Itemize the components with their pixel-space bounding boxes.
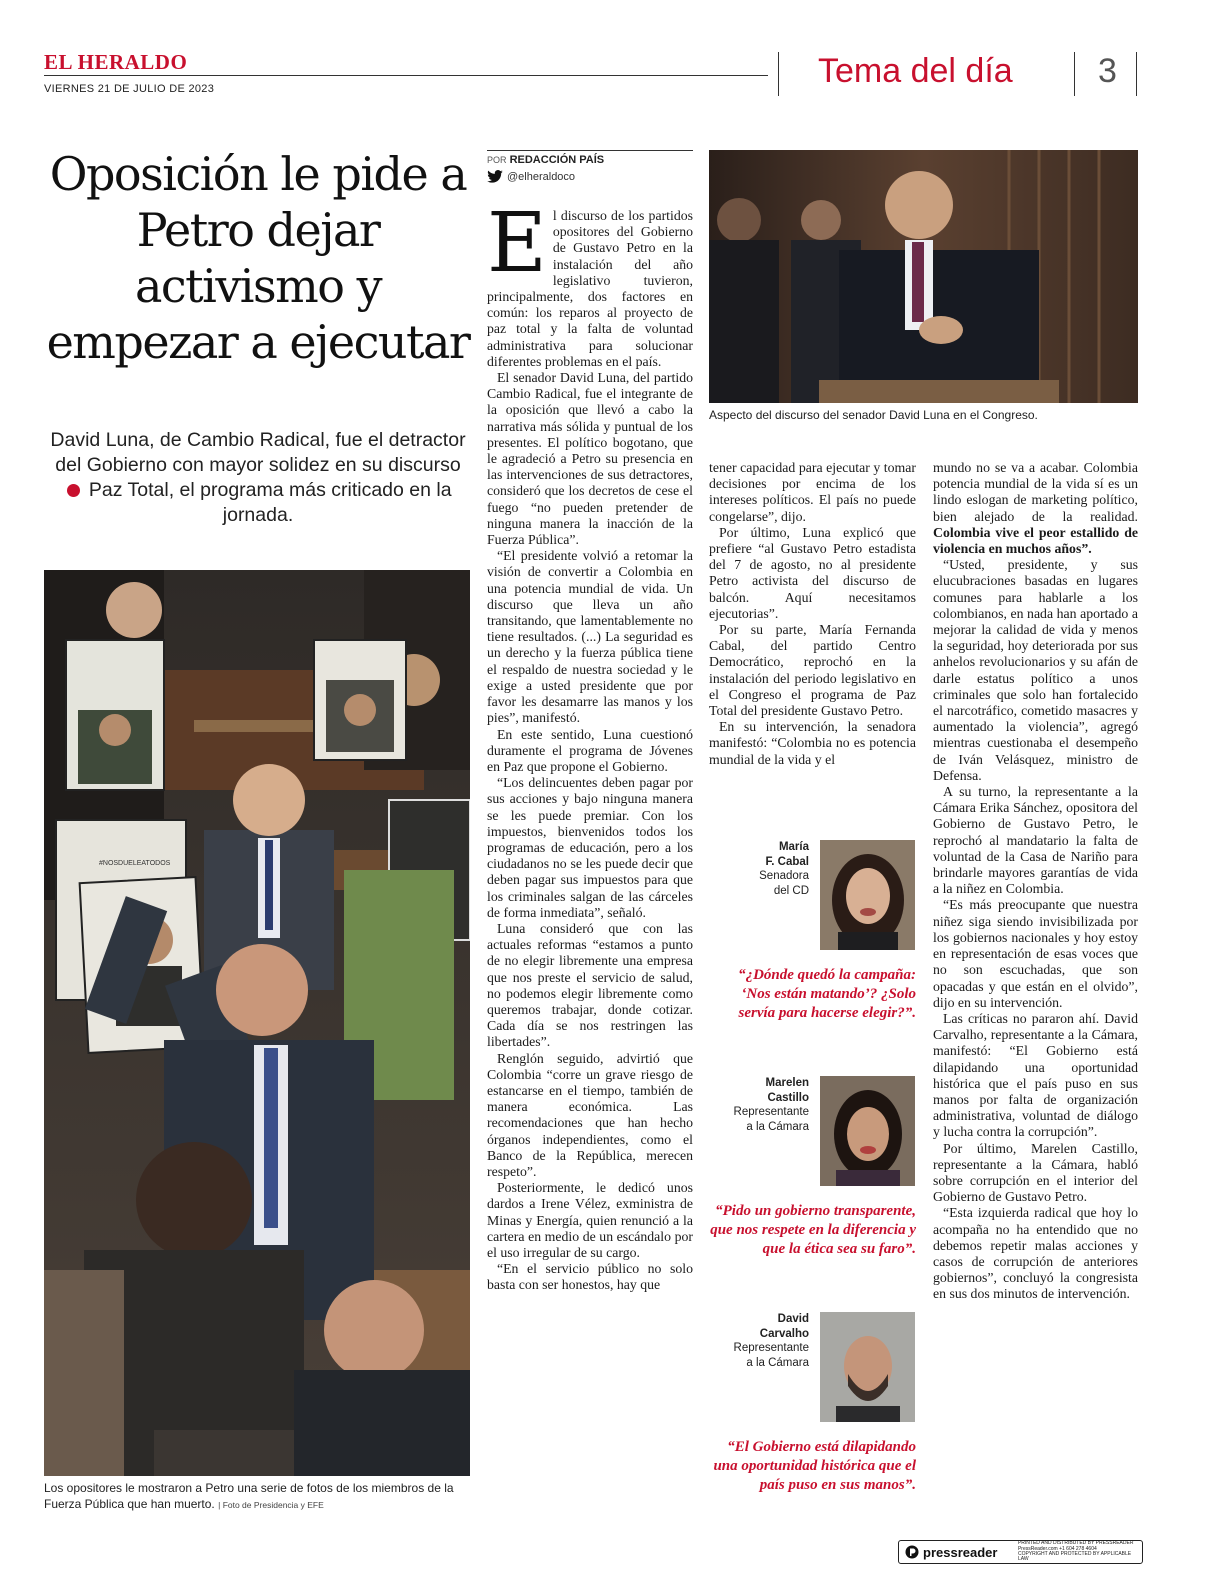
headline: Oposición le pide a Petro dejar activismo y empezar a ejecutar [46, 147, 470, 369]
speaker-name: Carvalho [759, 1327, 809, 1340]
speaker-role: a la Cámara [746, 1120, 809, 1133]
header-divider [1074, 52, 1075, 96]
fineprint-line: PRINTED AND DISTRIBUTED BY PRESSREADER [1017, 1540, 1134, 1547]
paragraph-text: Colombia vive el peor estallido de violencia en muchos años”. [933, 524, 1138, 557]
congress-protest-illustration [44, 570, 470, 1476]
quote-speaker-label [714, 1076, 809, 1134]
paragraph: En su intervención, la senadora manifestó: “Colombia no es potencia mundial de la vida y el [709, 719, 916, 767]
byline-author: REDACCIÓN PAÍS [509, 154, 605, 166]
speaker-role: a la Cámara [746, 1356, 809, 1369]
article-column-1 [487, 196, 693, 1294]
fineprint-line: COPYRIGHT AND PROTECTED BY APPLICABLE LAW [1017, 1551, 1132, 1563]
paragraph: Por último, Marelen Castillo, representante a la Cámara, habló sobre corrupción en el interior del Gobierno de Gustavo Petro. [933, 1140, 1138, 1205]
speaker-name: F. Cabal [765, 855, 809, 868]
quote-speaker-label [714, 1312, 809, 1370]
paragraph: Posteriormente, le dedicó unos dardos a Irene Vélez, exministra de Minas y Energía, quien renunció a la cartera en medio de un escándalo por el uso irregular de su cargo. [487, 1180, 693, 1260]
paragraph: “Es más preocupante que nuestra niñez siga siendo invisibilizada por los gobiernos nacionales y hoy estoy en representación de esas voces que no son escuchadas, que son opacadas y que están en el olvido”, dijo en su intervención. [933, 897, 1138, 1010]
paragraph: El senador David Luna, del partido Cambio Radical, fue el integrante de la oposición que llevó a cabo la narrativa más sólida y puntual de los presentes. El político bogotano, que le agradeció a Petro su presencia en las intervenciones de sus detractores, consideró que los decretos de cese el fuego “no pueden pretender de ninguna manera la inacción de la Fuerza Pública”. [487, 370, 693, 548]
masthead-logo: EL HERALDO [44, 50, 188, 74]
pressreader-fineprint [1014, 1541, 1142, 1563]
paragraph [487, 196, 693, 370]
section-title: Tema del día [818, 52, 1013, 90]
speaker-role: Representante [733, 1342, 809, 1354]
drop-cap: E [487, 196, 547, 291]
header-rule [44, 75, 768, 76]
header-divider [1136, 52, 1137, 96]
fineprint-line: PressReader.com +1 604 278 4604 [1017, 1545, 1097, 1552]
paragraph: “Usted, presidente, y sus elucubraciones basadas en lugares comunes para hablarle a los colombianos, en nada han aportado a mejorar la calidad de vida y menos la seguridad, hoy deteriorada por sus anhelos revolucionarios y su afán de darle estatus político a unos criminales que solo han fortalecido el narcotráfico, cometido masacres y aumentado la violencia”, agregó mientras cuestionaba el desempeño de Iván Velásquez, ministro de Defensa. [933, 557, 1138, 783]
speaker-name: David [777, 1313, 809, 1325]
speaker-photo-caption: Aspecto del discurso del senador David Luna en el Congreso. [709, 408, 1038, 422]
portrait-cabal [820, 840, 915, 950]
quote-speaker-label [714, 840, 809, 898]
caption-text: Los opositores le mostraron a Petro una serie de fotos de los miembros de la Fuerza Pública que han muerto. [44, 1481, 454, 1511]
paragraph: “Los delincuentes deben pagar por sus acciones y bajo ninguna manera se les puede premiar. Con los impuestos, bienvenidos todos los programas de educación, pero a los ciudadanos no se les puede decir que deben pagar sus impuestos para que los criminales salgan de las cárceles de forma inmediata”, señaló. [487, 775, 693, 920]
main-photo [44, 570, 470, 1476]
paragraph: En este sentido, Luna cuestionó duramente el programa de Jóvenes en Paz que propone el Gobierno. [487, 726, 693, 774]
paragraph: Las críticas no pararon ahí. David Carvalho, representante a la Cámara, manifestó: “El Gobierno está dilapidando una oportunidad histórica que el país puso en sus manos por falta de organización administrativa, voluntad de diálogo y lucha contra la corrupción”. [933, 1010, 1138, 1140]
pressreader-icon [905, 1545, 919, 1559]
twitter-handle-text: @elheraldoco [507, 170, 576, 183]
portrait-carvalho [820, 1312, 915, 1422]
twitter-handle [487, 170, 575, 183]
sign-hashtag: #NOSDUELEATODOS [99, 860, 171, 867]
article-column-2 [709, 460, 916, 768]
speaker-role: Representante [733, 1106, 809, 1118]
speaker-portrait [820, 840, 915, 950]
photo-credit: | Foto de Presidencia y EFE [218, 1500, 324, 1510]
speaker-role: Senadora [759, 870, 809, 882]
paragraph: Luna consideró que con las actuales reformas “estamos a punto de no elegir libremente una empresa que nos preste el servicio de salud, no podemos elegir libremente como queremos trabajar, donde cotizar. Cada día se nos restringen las libertades”. [487, 920, 693, 1050]
paragraph: “El presidente volvió a retomar la visión de convertir a Colombia en una potencia mundial de vida. Un discurso que lleva un año transitando, que lamentablemente no tiene resultados. (...) La seguridad es un derecho y la fuerza pública tiene el respaldo de nuestra sociedad y le exige a usted presidente que por favor les desamarre las manos y los pies”, manifestó. [487, 548, 693, 726]
pressreader-brand: pressreader [923, 1544, 998, 1560]
speaker-name: María [778, 841, 809, 853]
deck-text: Paz Total, el programa más criticado en la jornada. [88, 479, 452, 526]
paragraph: tener capacidad para ejecutar y tomar decisiones por encima de los intereses políticos. El país no puede congelarse”, dijo. [709, 460, 916, 524]
pressreader-badge[interactable] [898, 1540, 1143, 1564]
page-number: 3 [1098, 52, 1117, 90]
speaker-portrait [820, 1076, 915, 1186]
pull-quote: “¿Dónde quedó la campaña: ‘Nos están matando’? ¿Solo servía para hacerse elegir?”. [738, 967, 916, 1021]
bullet-dot-icon [67, 484, 80, 497]
pressreader-logo [899, 1545, 1014, 1560]
senator-speech-illustration [709, 150, 1138, 403]
speaker-role: del CD [773, 884, 809, 897]
paragraph: A su turno, la representante a la Cámara Erika Sánchez, opositora del Gobierno de Gustavo Petro, le reprochó al mandatario la falta de voluntad de la Casa de Nariño para brindarle mayores garantías de vida a la niñez en Colombia. [933, 784, 1138, 897]
portrait-castillo [820, 1076, 915, 1186]
paragraph-text: mundo no se va a acabar. Colombia potencia mundial de la vida sí es un lindo eslogan de marketing político, bien alejado de la realidad. [933, 460, 1138, 524]
pull-quote: “Pido un gobierno transparente, que nos respete en la diferencia y que la ética sea su faro”. [710, 1203, 916, 1257]
article-column-3 [933, 460, 1138, 1303]
byline-rule [487, 150, 693, 151]
speaker-name: Castillo [767, 1091, 809, 1104]
paragraph: Por último, Luna explicó que prefiere “al Gustavo Petro estadista del 7 de agosto, no al presidente Petro activista del discurso de balcón. Aquí necesitamos ejecutorias”. [709, 524, 916, 621]
pull-quote: “El Gobierno está dilapidando una oportunidad histórica que el país puso en sus manos”. [713, 1439, 916, 1493]
paragraph: “En el servicio público no solo basta con ser honestos, hay que [487, 1261, 693, 1293]
speaker-portrait [820, 1312, 915, 1422]
paragraph-text: l discurso de los partidos opositores del Gobierno de Gustavo Petro en la instalación del año legislativo tuvieron, principalmente, dos factores en común: los reparos al proyecto de paz total y la falta de voluntad administrativa para solucionar diferentes problemas en el país. [487, 208, 693, 369]
header-divider [778, 52, 779, 96]
twitter-bird-icon [487, 170, 503, 183]
paragraph: Renglón seguido, advirtió que Colombia “corre un grave riesgo de estancarse en el tiempo, también de manera económica. Las recomendaciones que han hecho órganos independientes, como el Banco de la República, merecen respeto”. [487, 1050, 693, 1179]
paragraph: Por su parte, María Fernanda Cabal, del partido Centro Democrático, reprochó en la instalación del periodo legislativo en el Congreso el programa de Paz Total del presidente Gustavo Petro. [709, 622, 916, 719]
issue-date: VIERNES 21 DE JULIO DE 2023 [44, 83, 215, 95]
byline-prefix: POR [487, 155, 507, 165]
deck-text: David Luna, de Cambio Radical, fue el detractor del Gobierno con mayor solidez en su discurso [50, 429, 466, 476]
byline [487, 154, 604, 166]
deck [44, 428, 472, 528]
speaker-name: Marelen [765, 1077, 809, 1089]
speaker-photo [709, 150, 1138, 403]
photo-credit-text: Foto de Presidencia y EFE [222, 1500, 324, 1510]
paragraph: “Esta izquierda radical que hoy lo acompaña no ha entendido que no debemos repetir malas acciones y casos de corrupción de anteriores gobiernos”, concluyó la congresista en sus dos minutos de intervención. [933, 1205, 1138, 1302]
paragraph [933, 460, 1138, 557]
main-photo-caption [44, 1480, 470, 1513]
